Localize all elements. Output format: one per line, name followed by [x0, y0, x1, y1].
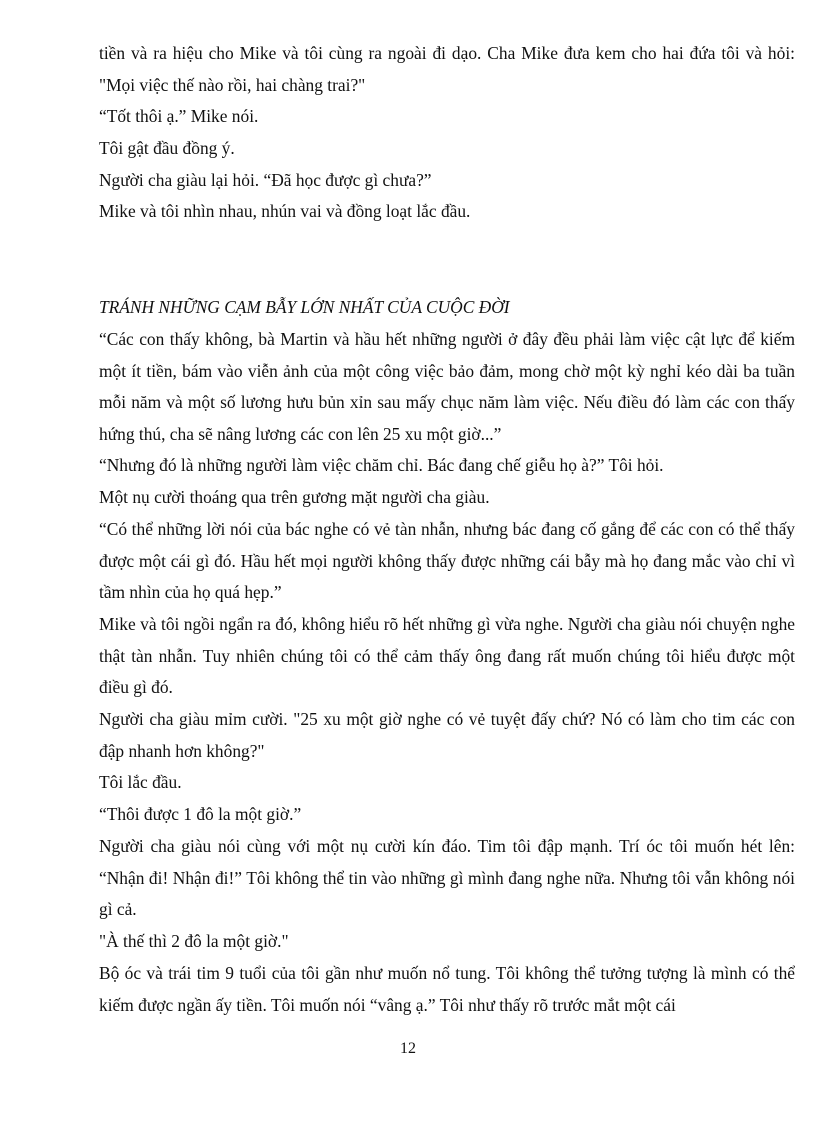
- paragraph-question: Người cha giàu lại hỏi. “Đã học được gì chưa?”: [99, 170, 432, 190]
- paragraph-shake-head: Tôi lắc đầu.: [99, 772, 182, 792]
- paragraph-mike-reply: “Tốt thôi ạ.” Mike nói.: [99, 106, 259, 126]
- paragraph-explode: Bộ óc và trái tim 9 tuổi của tôi gần như muốn nổ tung. Tôi không thể tưởng tượng là mình có thể kiếm được ngần ấy tiền. Tôi muốn nói “vâng ạ.” Tôi như thấy rõ trước mắt một cái: [99, 963, 795, 1015]
- paragraph-hard-workers: “Nhưng đó là những người làm việc chăm chỉ. Bác đang chế giễu họ à?” Tôi hỏi.: [99, 455, 664, 475]
- paragraph-2-dollars: "À thế thì 2 đô la một giờ.": [99, 931, 289, 951]
- paragraph-25-cents: Người cha giàu mỉm cười. "25 xu một giờ nghe có vẻ tuyệt đấy chứ? Nó có làm cho tim các con đập nhanh hơn không?": [99, 709, 795, 761]
- paragraph-shrug: Mike và tôi nhìn nhau, nhún vai và đồng loạt lắc đầu.: [99, 201, 471, 221]
- paragraph-1-dollar: “Thôi được 1 đô la một giờ.”: [99, 804, 302, 824]
- paragraph-martin: “Các con thấy không, bà Martin và hầu hết những người ở đây đều phải làm việc cật lực để kiếm một ít tiền, bám vào viễn ảnh của một công việc bảo đảm, mong chờ một kỳ nghỉ kéo dài ba tuần mỗi năm và một số lương hưu bủn xỉn sau mấy chục năm làm việc. Nếu điều đó làm các con thấy hứng thú, cha sẽ nâng lương các con lên 25 xu một giờ...”: [99, 329, 795, 445]
- paragraph-heart-pounding: Người cha giàu nói cùng với một nụ cười kín đáo. Tim tôi đập mạnh. Trí óc tôi muốn hét lên: “Nhận đi! Nhận đi!” Tôi không thể tin vào những gì mình đang nghe nữa. Nhưng tôi vẫn không nói gì cả.: [99, 836, 795, 920]
- paragraph-intro: tiền và ra hiệu cho Mike và tôi cùng ra ngoài đi dạo. Cha Mike đưa kem cho hai đứa tôi và hỏi: "Mọi việc thế nào rồi, hai chàng trai?": [99, 43, 795, 95]
- paragraph-smile: Một nụ cười thoáng qua trên gương mặt người cha giàu.: [99, 487, 490, 507]
- paragraph-confused: Mike và tôi ngồi ngẩn ra đó, không hiểu rõ hết những gì vừa nghe. Người cha giàu nói chuyện nghe thật tàn nhẫn. Tuy nhiên chúng tôi có thể cảm thấy ông đang rất muốn chúng tôi hiểu được một điều gì đó.: [99, 614, 795, 698]
- section-heading: TRÁNH NHỮNG CẠM BẪY LỚN NHẤT CỦA CUỘC ĐỜI: [99, 297, 510, 317]
- paragraph-nod: Tôi gật đầu đồng ý.: [99, 138, 235, 158]
- paragraph-traps: “Có thể những lời nói của bác nghe có vẻ tàn nhẫn, nhưng bác đang cố gắng để các con có thể thấy được một cái gì đó. Hầu hết mọi người không thấy được những cái bẫy mà họ đang mắc vào chỉ vì tầm nhìn của họ quá hẹp.”: [99, 519, 795, 603]
- page-number: 12: [400, 1040, 416, 1057]
